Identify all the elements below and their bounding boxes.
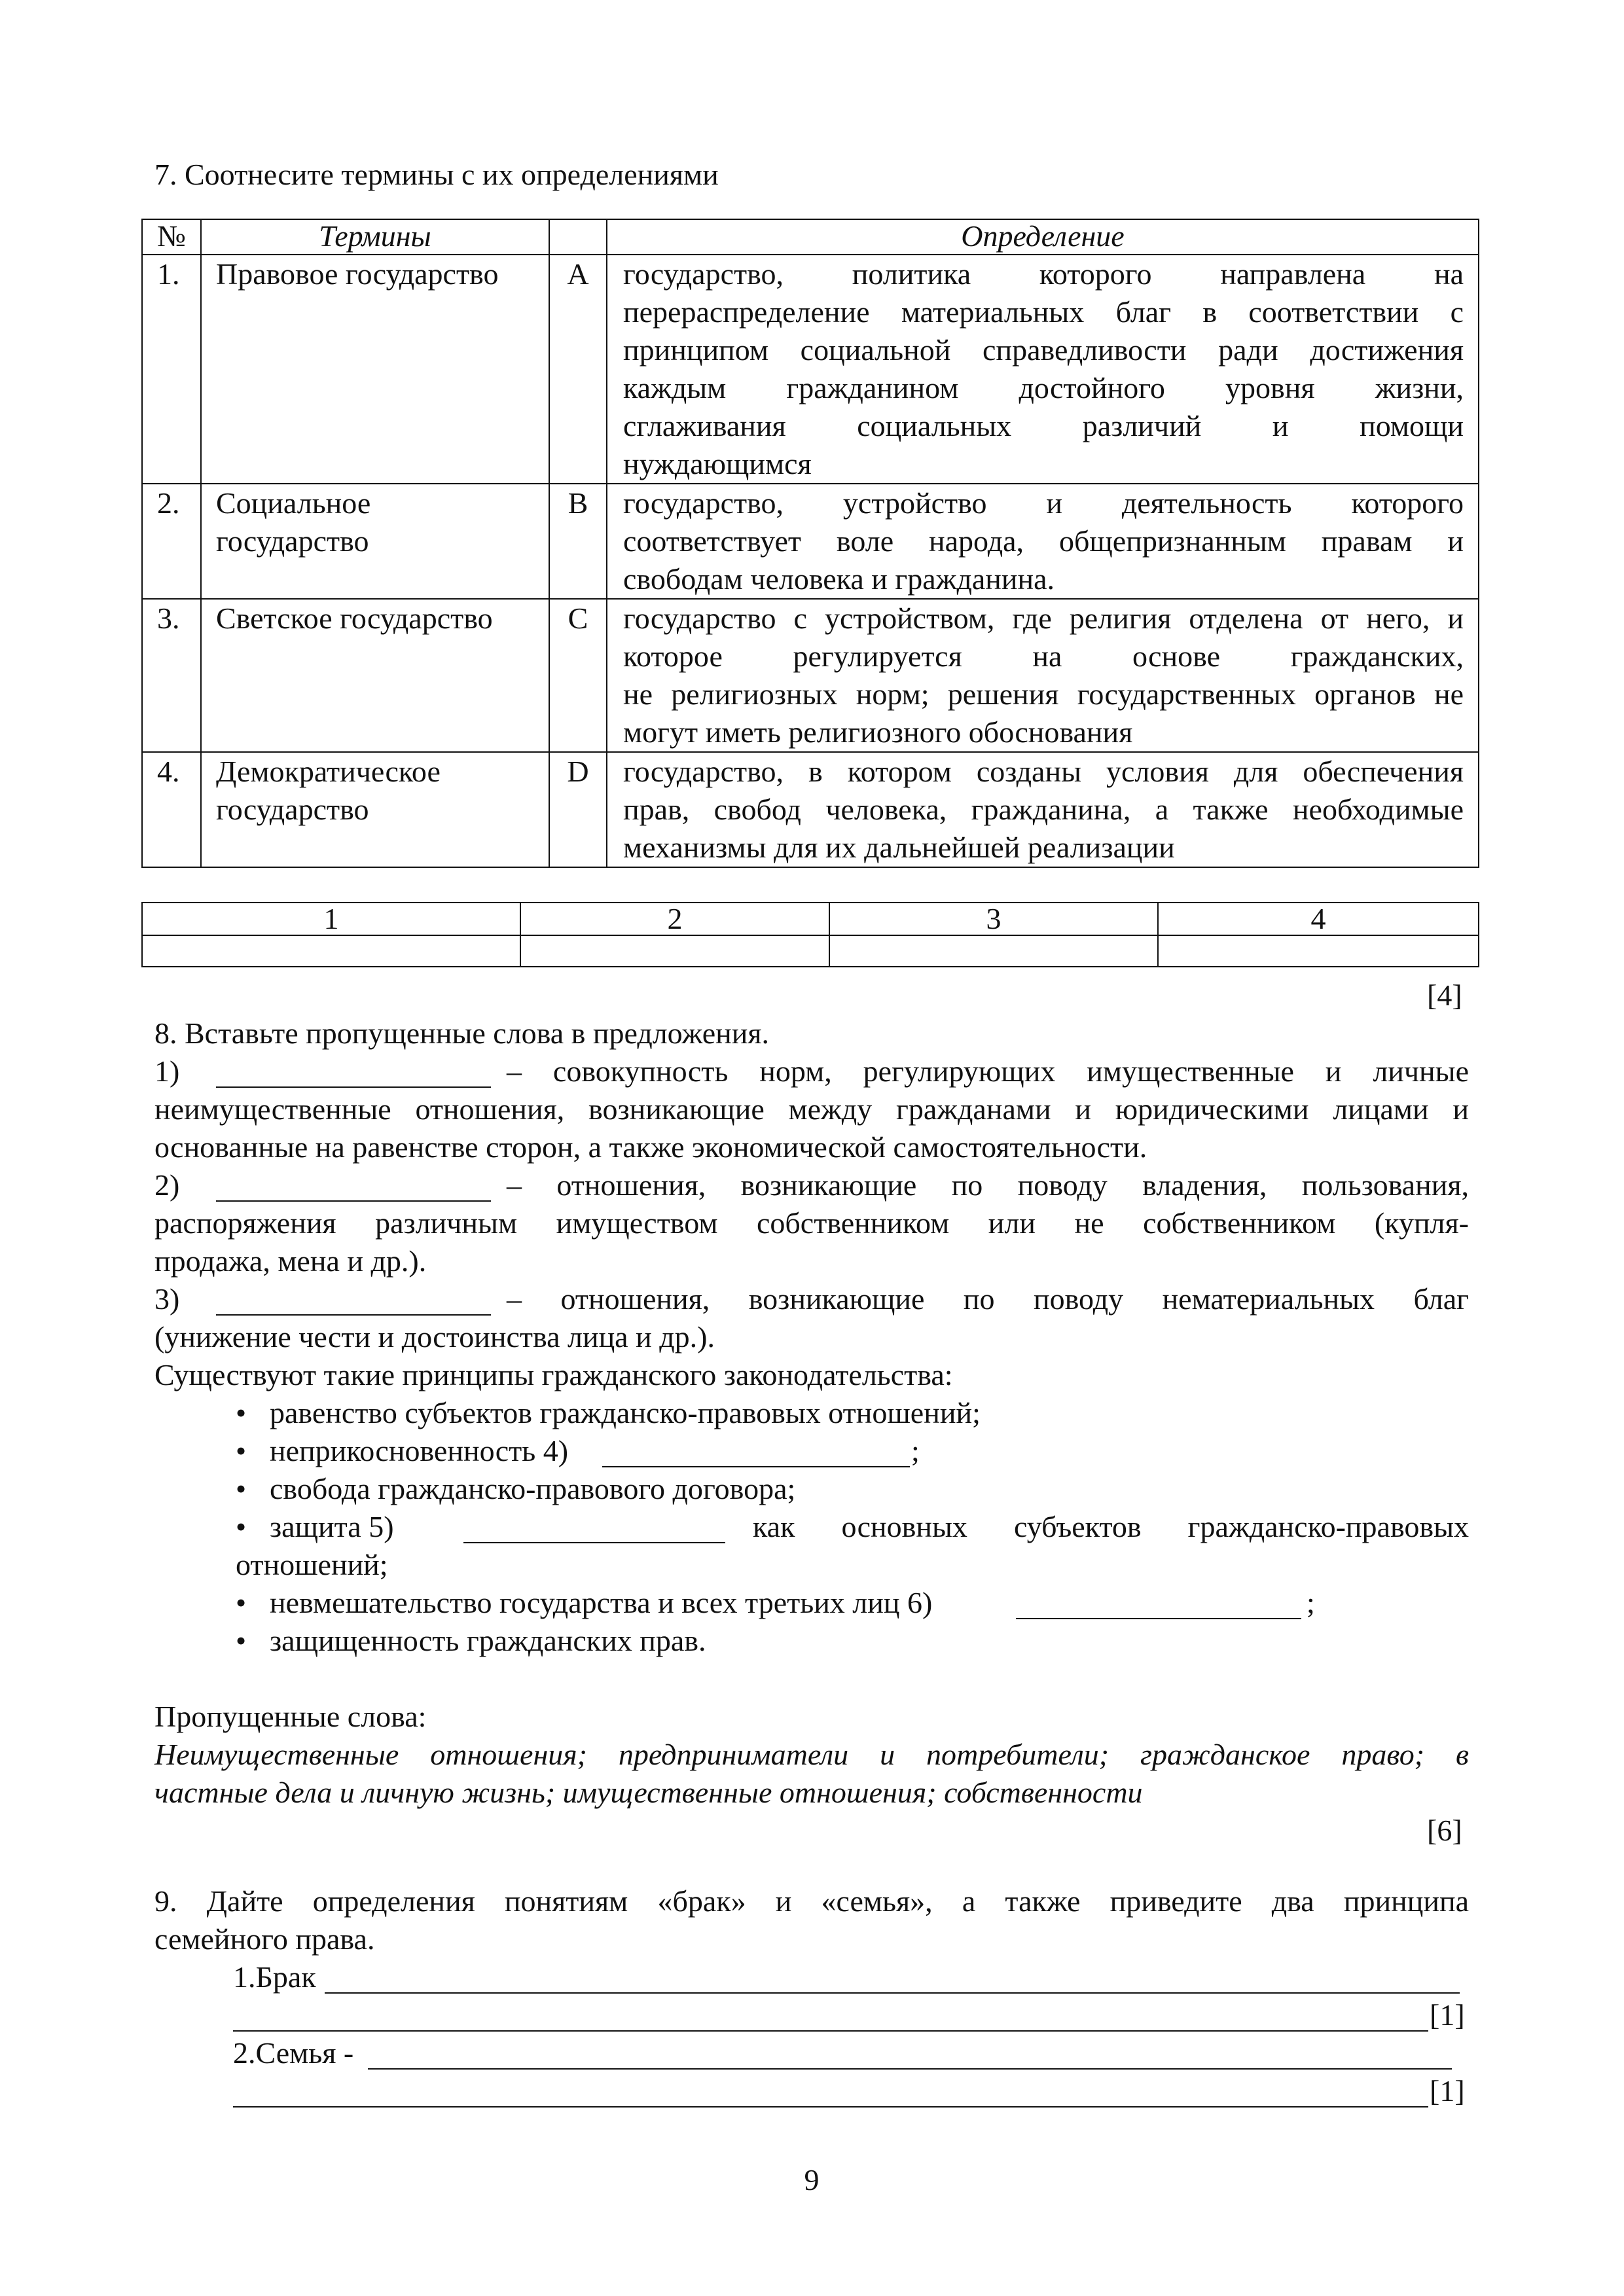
answer-header-4: 4 bbox=[1158, 903, 1479, 935]
row-definition bbox=[607, 599, 1479, 752]
principle-item bbox=[236, 1584, 1479, 1622]
task8-item1-line1 bbox=[154, 1052, 1469, 1090]
definition-line: государство, политика которого направлена на bbox=[623, 257, 1464, 291]
item2-line2: распоряжения различным имуществом собственником или не собственником (купля- bbox=[154, 1206, 1469, 1240]
definition-line: принципом социальной справедливости ради достижения bbox=[623, 333, 1464, 367]
principle-item bbox=[236, 1432, 1479, 1470]
definition-line: могут иметь религиозного обоснования bbox=[623, 715, 1133, 749]
row-letter: A bbox=[549, 255, 607, 484]
principle-punct: ; bbox=[911, 1434, 920, 1467]
row-term: Светское государство bbox=[201, 599, 549, 752]
marriage-answer-line-2[interactable] bbox=[233, 2000, 1428, 2032]
answer-cell-1[interactable] bbox=[142, 935, 520, 967]
row-num: 2. bbox=[142, 484, 201, 599]
answer-cell-4[interactable] bbox=[1158, 935, 1479, 967]
answer-header-3: 3 bbox=[829, 903, 1158, 935]
item2-text: – отношения, возникающие по поводу владения, пользования, bbox=[507, 1168, 1469, 1202]
principle-text: невмешательство государства и всех третьих лиц 6) bbox=[270, 1586, 933, 1619]
missing-words-line2: частные дела и личную жизнь; имущественные отношения; собственности bbox=[154, 1776, 1143, 1809]
table-row bbox=[142, 484, 1479, 599]
bullet-icon: • bbox=[236, 1396, 247, 1429]
definition-line: перераспределение материальных благ в соответствии с bbox=[623, 295, 1464, 329]
bullet-icon: • bbox=[236, 1472, 247, 1505]
principle-text: равенство субъектов гражданско-правовых отношений; bbox=[270, 1396, 981, 1429]
task8-title: 8. Вставьте пропущенные слова в предложения. bbox=[154, 1016, 770, 1050]
principle-item bbox=[236, 1394, 1479, 1432]
blank-6[interactable] bbox=[1016, 1588, 1301, 1619]
item3-number: 3) bbox=[154, 1282, 180, 1316]
marriage-label: 1.Брак bbox=[233, 1960, 316, 1994]
task7-score: [4] bbox=[1427, 978, 1462, 1012]
blank-4[interactable] bbox=[602, 1436, 910, 1467]
task8-score: [6] bbox=[1427, 1814, 1462, 1847]
marriage-answer-line-1[interactable] bbox=[325, 1962, 1460, 1994]
bullet-icon: • bbox=[236, 1510, 247, 1543]
task9-line2: семейного права. bbox=[154, 1922, 375, 1956]
item1-number: 1) bbox=[154, 1054, 180, 1088]
item2-line3: продажа, мена и др.). bbox=[154, 1244, 427, 1278]
definition-line: государство, в котором созданы условия для обеспечения bbox=[623, 755, 1464, 788]
family-answer-line-1[interactable] bbox=[368, 2038, 1452, 2070]
answer-header-1: 1 bbox=[142, 903, 520, 935]
answer-header-row bbox=[142, 903, 1479, 935]
row-num: 1. bbox=[142, 255, 201, 484]
header-letter bbox=[549, 219, 607, 255]
definition-line: соответствует воле народа, общепризнанным правам и bbox=[623, 524, 1464, 558]
definition-line: сглаживания социальных различий и помощи bbox=[623, 409, 1464, 442]
table-header-row bbox=[142, 219, 1479, 255]
row-num: 3. bbox=[142, 599, 201, 752]
row-num: 4. bbox=[142, 752, 201, 867]
item1-line2: неимущественные отношения, возникающие между гражданами и юридическими лицами и bbox=[154, 1092, 1469, 1126]
definition-line: механизмы для их дальнейшей реализации bbox=[623, 831, 1175, 864]
principle-text: неприкосновенность 4) bbox=[270, 1434, 569, 1467]
definition-line: каждым гражданином достойного уровня жизни, bbox=[623, 371, 1464, 404]
principle-text: защищенность гражданских прав. bbox=[270, 1624, 706, 1657]
missing-words-label: Пропущенные слова: bbox=[154, 1700, 427, 1733]
principle-line2: отношений; bbox=[236, 1548, 388, 1581]
item2-number: 2) bbox=[154, 1168, 180, 1202]
bullet-icon: • bbox=[236, 1434, 247, 1467]
principle-text: защита 5) bbox=[270, 1510, 394, 1543]
principle-text: свобода гражданско-правового договора; bbox=[270, 1472, 796, 1505]
task9-score-1: [1] bbox=[1430, 1998, 1465, 2032]
task7-title: 7. Соотнесите термины с их определениями bbox=[154, 158, 719, 191]
principle-item bbox=[236, 1470, 1479, 1508]
row-definition bbox=[607, 752, 1479, 867]
answer-cell-2[interactable] bbox=[520, 935, 829, 967]
item1-text: – совокупность норм, регулирующих имущественные и личные bbox=[507, 1054, 1469, 1088]
principles-intro: Существуют такие принципы гражданского законодательства: bbox=[154, 1358, 953, 1391]
item3-line2: (унижение чести и достоинства лица и др.). bbox=[154, 1320, 715, 1354]
definition-line: нуждающимся bbox=[623, 447, 812, 480]
row-definition bbox=[607, 255, 1479, 484]
row-term: Правовое государство bbox=[201, 255, 549, 484]
table-row bbox=[142, 752, 1479, 867]
missing-words-line1: Неимущественные отношения; предприниматели и потребители; гражданское право; в bbox=[154, 1738, 1469, 1771]
header-definition: Определение bbox=[607, 219, 1479, 255]
header-term: Термины bbox=[201, 219, 549, 255]
row-term: Демократическое государство bbox=[201, 752, 549, 867]
terms-table bbox=[141, 219, 1479, 868]
row-letter: C bbox=[549, 599, 607, 752]
definition-line: государство с устройством, где религия отделена от него, и bbox=[623, 601, 1464, 635]
task8-item3-line1 bbox=[154, 1280, 1469, 1318]
principle-text-cont: как основных субъектов гражданско-правовых bbox=[753, 1510, 1469, 1543]
row-term: Социальное государство bbox=[201, 484, 549, 599]
row-letter: B bbox=[549, 484, 607, 599]
answer-input-row bbox=[142, 935, 1479, 967]
page-number: 9 bbox=[804, 2163, 820, 2197]
answer-cell-3[interactable] bbox=[829, 935, 1158, 967]
task8-item2-line1 bbox=[154, 1166, 1469, 1204]
definition-line: свободам человека и гражданина. bbox=[623, 562, 1055, 596]
definition-line: не религиозных норм; решения государственных органов не bbox=[623, 677, 1464, 711]
table-row bbox=[142, 599, 1479, 752]
principle-punct: ; bbox=[1307, 1586, 1315, 1619]
definition-line: государство, устройство и деятельность которого bbox=[623, 486, 1464, 520]
task9-line1: 9. Дайте определения понятиям «брак» и «семья», а также приведите два принципа bbox=[154, 1884, 1469, 1918]
definition-line: которое регулируется на основе гражданских, bbox=[623, 639, 1464, 673]
answer-table bbox=[141, 902, 1479, 967]
item3-text: – отношения, возникающие по поводу нематериальных благ bbox=[507, 1282, 1469, 1316]
definition-line: прав, свобод человека, гражданина, а также необходимые bbox=[623, 793, 1464, 826]
header-num: № bbox=[142, 219, 201, 255]
row-letter: D bbox=[549, 752, 607, 867]
principle-item bbox=[236, 1622, 1479, 1660]
family-answer-line-2[interactable] bbox=[233, 2076, 1428, 2108]
blank-3[interactable] bbox=[216, 1284, 491, 1316]
bullet-icon: • bbox=[236, 1624, 247, 1657]
blank-5[interactable] bbox=[463, 1512, 725, 1543]
principle-item bbox=[236, 1508, 1469, 1546]
family-label: 2.Семья - bbox=[233, 2036, 354, 2070]
table-row bbox=[142, 255, 1479, 484]
blank-1[interactable] bbox=[216, 1056, 491, 1088]
task9-score-2: [1] bbox=[1430, 2074, 1465, 2108]
bullet-icon: • bbox=[236, 1586, 247, 1619]
row-definition bbox=[607, 484, 1479, 599]
blank-2[interactable] bbox=[216, 1170, 491, 1202]
answer-header-2: 2 bbox=[520, 903, 829, 935]
item1-line3: основанные на равенстве сторон, а также экономической самостоятельности. bbox=[154, 1130, 1147, 1164]
